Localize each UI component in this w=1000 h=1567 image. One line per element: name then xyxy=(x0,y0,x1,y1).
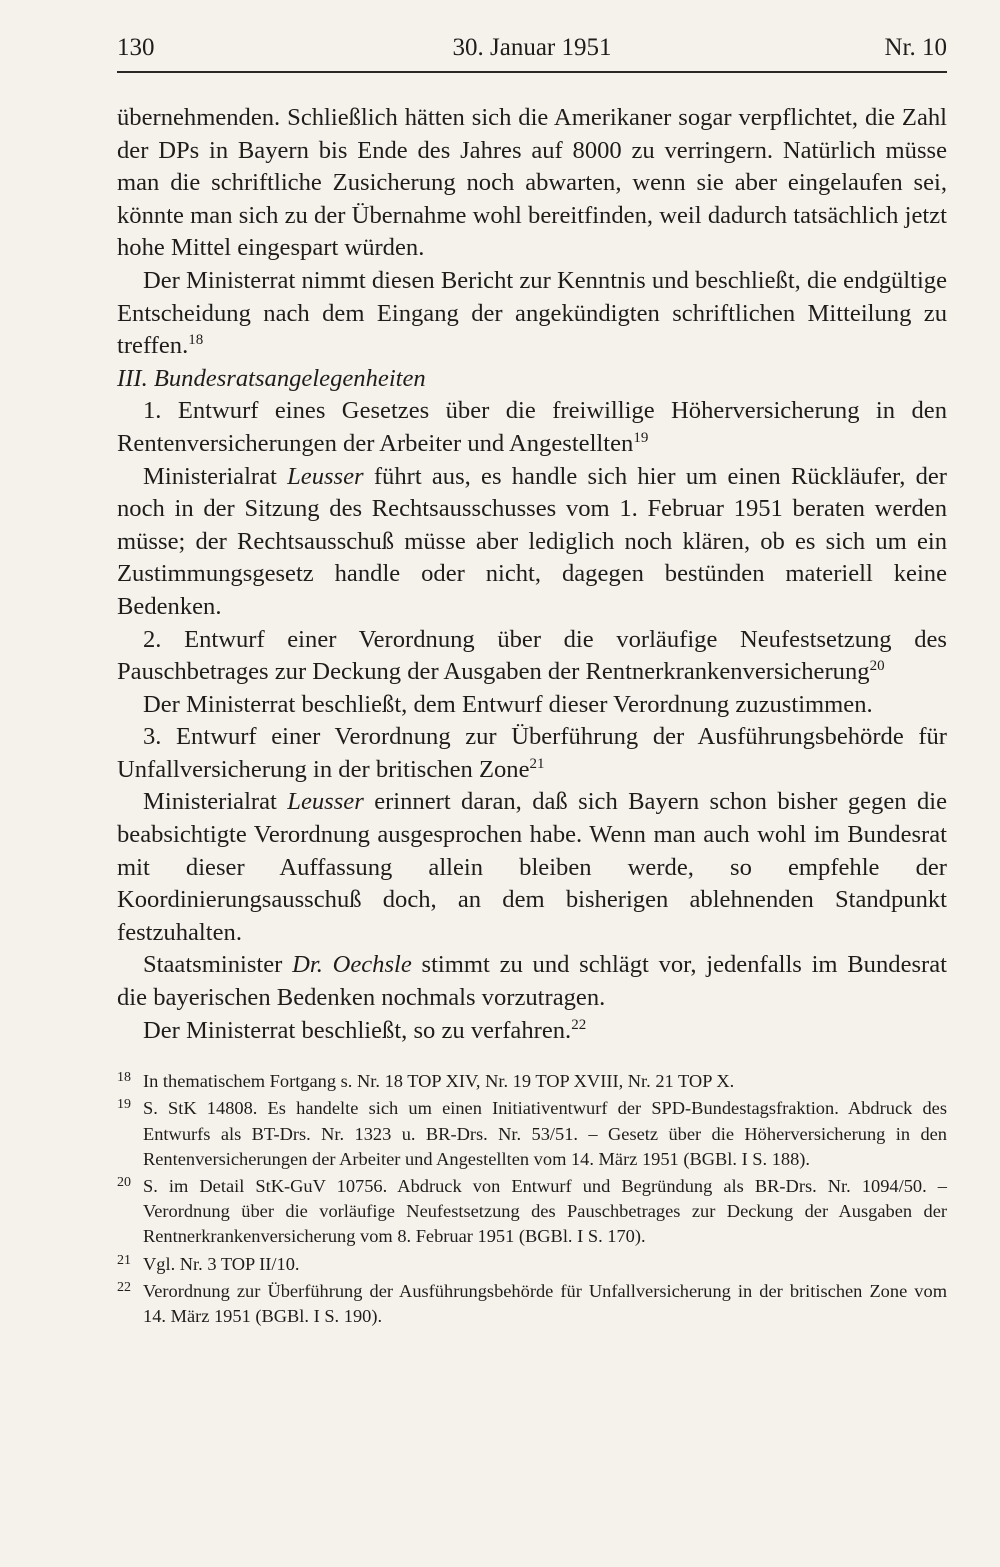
footnote-number: 18 xyxy=(117,1070,131,1086)
footnote: 21 Vgl. Nr. 3 TOP II/10. xyxy=(117,1252,947,1277)
paragraph: Ministerialrat Leusser erinnert daran, daß sich Bayern schon bisher gegen die beabsichtigte Verordnung ausgesprochen habe. Wenn man auch wohl im Bundesrat mit dieser Auffassung allein bleiben werde, so empfehle der Koordinierungsausschuß doch, an dem bisherigen ablehnenden Standpunkt festzuhalten. xyxy=(117,788,947,946)
agenda-item: 1. Entwurf eines Gesetzes über die freiwillige Höherversicherung in den Rentenversicherungen der Arbeiter und Angestellten$^{19}$ xyxy=(117,397,947,457)
paragraph: Ministerialrat Leusser führt aus, es handle sich hier um einen Rückläufer, der noch in der Sitzung des Rechtsausschusses vom 1. Februar 1951 beraten werden müsse; der Rechtsausschuß müsse aber lediglich noch klären, ob es sich um ein Zustimmungsgesetz handle oder nicht, dagegen bestünden materiell keine Bedenken. xyxy=(117,462,948,620)
document-number: Nr. 10 xyxy=(884,34,947,61)
page-number: 130 xyxy=(117,34,155,61)
agenda-item: 3. Entwurf einer Verordnung zur Überführung der Ausführungsbehörde für Unfallversicherung in der britischen Zone$^{21}$ xyxy=(117,723,947,783)
speaker-name: Leusser xyxy=(287,462,364,490)
footnote: 22 Verordnung zur Überführung der Ausführungsbehörde für Unfallversicherung in der britischen Zone vom 14. März 1951 (BGBl. I S. 190). xyxy=(117,1279,947,1329)
footnote-ref: 22 xyxy=(571,1016,587,1033)
footnote-separator xyxy=(117,1047,947,1069)
footnote-ref: 21 xyxy=(529,755,545,772)
main-text xyxy=(117,102,947,1047)
footnote-number: 22 xyxy=(117,1279,131,1295)
header-rule xyxy=(117,71,947,73)
speaker-name: Leusser xyxy=(287,788,364,816)
footnotes xyxy=(117,1069,947,1329)
footnote-number: 20 xyxy=(117,1175,131,1191)
paragraph: Staatsminister Dr. Oechsle stimmt zu und schlägt vor, jedenfalls im Bundesrat die bayerischen Bedenken nochmals vorzutragen. xyxy=(117,951,947,1012)
session-date: 30. Januar 1951 xyxy=(452,34,612,61)
footnote-ref: 19 xyxy=(633,429,649,446)
agenda-item: 2. Entwurf einer Verordnung über die vorläufige Neufestsetzung des Pauschbetrages zur Deckung der Ausgaben der Rentnerkrankenversicherung$^{20}$ xyxy=(117,625,947,686)
footnote-number: 19 xyxy=(117,1097,131,1113)
footnote-ref: 20 xyxy=(869,657,885,674)
paragraph: übernehmenden. Schließlich hätten sich die Amerikaner sogar verpflichtet, die Zahl der DPs in Bayern bis Ende des Jahres auf 8000 zu verringern. Natürlich müsse man die schriftliche Zusicherung noch abwarten, wenn sie aber eingelaufen sei, könnte man sich zu der Übernahme wohl bereitfinden, weil dadurch tatsächlich jetzt hohe Mittel eingespart würden. xyxy=(117,104,947,262)
document-page xyxy=(117,28,947,1331)
footnote: 19 S. StK 14808. Es handelte sich um einen Initiativentwurf der SPD-Bundestagsfraktion. Abdruck des Entwurfs als BT-Drs. Nr. 1323 u. BR-Drs. Nr. 53/51. – Gesetz über die Höherversicherung in den Rentenversicherungen der Arbeiter und Angestellten vom 14. März 1951 (BGBl. I S. 188). xyxy=(117,1096,947,1172)
paragraph: Der Ministerrat beschließt, so zu verfahren.$^{22}$ xyxy=(143,1016,587,1044)
page-header xyxy=(117,28,947,68)
footnote-number: 21 xyxy=(117,1252,131,1268)
footnote: 18 In thematischem Fortgang s. Nr. 18 TOP XIV, Nr. 19 TOP XVIII, Nr. 21 TOP X. xyxy=(117,1069,947,1094)
footnote: 20 S. im Detail StK-GuV 10756. Abdruck von Entwurf und Begründung als BR-Drs. Nr. 1094/50. – Verordnung über die vorläufige Neufestsetzung des Pauschbetrages zur Deckung der Ausgaben der Rentnerkrankenversicherung vom 8. Februar 1951 (BGBl. I S. 170). xyxy=(117,1174,947,1250)
speaker-name: Dr. Oechsle xyxy=(292,951,412,979)
section-heading: III. Bundesratsangelegenheiten xyxy=(117,364,426,392)
footnote-ref: 18 xyxy=(188,331,204,348)
paragraph: Der Ministerrat nimmt diesen Bericht zur Kenntnis und beschließt, die endgültige Entscheidung nach dem Eingang der angekündigten schriftlichen Mitteilung zu treffen.$^{18}$ xyxy=(117,266,947,360)
paragraph: Der Ministerrat beschließt, dem Entwurf dieser Verordnung zuzustimmen. xyxy=(143,690,873,718)
